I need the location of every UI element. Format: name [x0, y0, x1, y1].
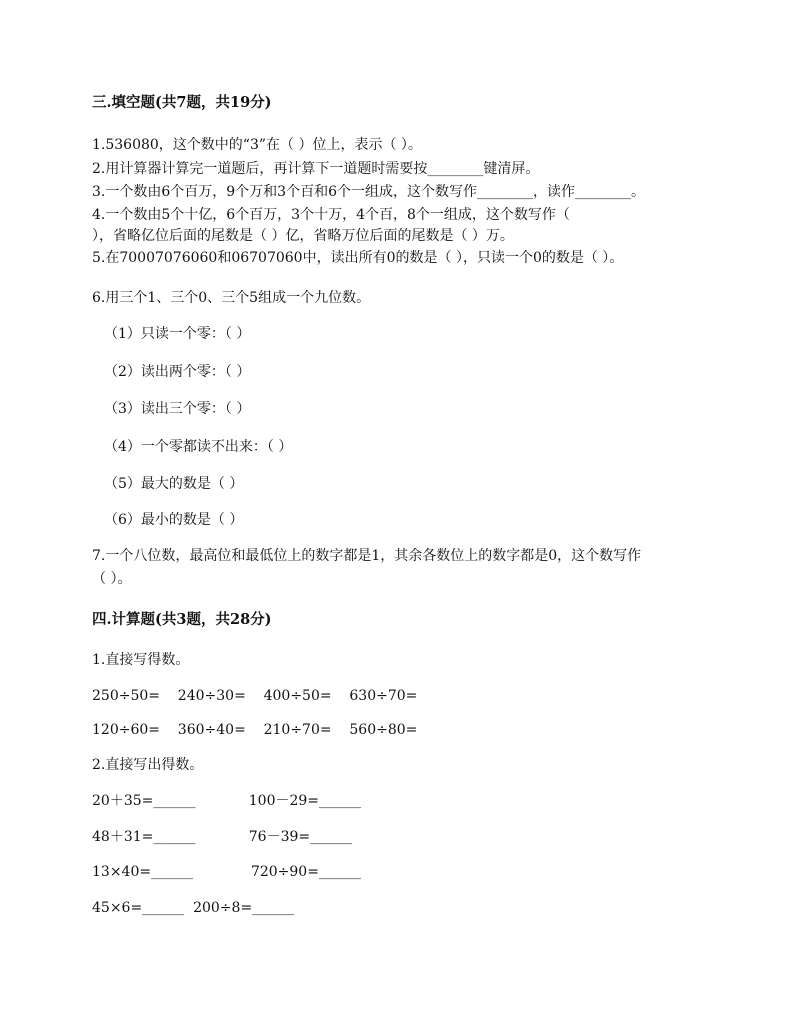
question-3-7-line-1: 7.一个八位数，最高位和最低位上的数字都是1，其余各数位上的数字都是0，这个数写作: [92, 548, 642, 564]
question-3-4-line-1: 4.一个数由5个十亿，6个百万，3个十万，4个百，8个一组成，这个数写作（: [92, 207, 570, 223]
question-4-1-row-2: 120÷60= 360÷40= 210÷70= 560÷80=: [92, 722, 418, 738]
question-3-6-part-2: （2）读出两个零：（ ）: [104, 364, 251, 380]
question-3-6: 6.用三个1、三个0、三个5组成一个九位数。: [92, 290, 371, 306]
section-4-heading: 四.计算题(共3题，共28分): [92, 611, 272, 628]
question-3-6-part-3: （3）读出三个零：（ ）: [104, 401, 251, 417]
question-3-6-part-6: （6）最小的数是（ ）: [104, 512, 244, 528]
question-3-7-line-2: （ ）。: [92, 571, 132, 587]
section-3-heading: 三.填空题(共7题，共19分): [92, 94, 272, 111]
question-3-5: 5.在70007076060和06707060中，读出所有0的数是（ ），只读一个0的数是（ ）。: [92, 250, 624, 266]
question-3-6-part-5: （5）最大的数是（ ）: [104, 476, 244, 492]
question-3-2: 2.用计算器计算完一道题后，再计算下一道题时需要按________键清屏。: [92, 161, 540, 177]
question-4-2-row-4: 45×6=______ 200÷8=______: [92, 900, 295, 916]
question-3-3: 3.一个数由6个百万，9个万和3个百和6个一组成，这个数写作________，读作________。: [92, 184, 645, 200]
question-4-2-row-2: 48＋31=______ 76－39=______: [92, 829, 353, 845]
question-4-1: 1.直接写得数。: [92, 652, 190, 668]
question-3-6-part-1: （1）只读一个零：（ ）: [104, 326, 251, 342]
question-3-1: 1.536080，这个数中的“3”在（ ）位上，表示（ ）。: [92, 137, 422, 153]
question-4-1-row-1: 250÷50= 240÷30= 400÷50= 630÷70=: [92, 688, 418, 704]
question-4-2-row-1: 20＋35=______ 100－29=______: [92, 793, 362, 809]
question-4-2: 2.直接写出得数。: [92, 757, 204, 773]
question-4-2-row-3: 13×40=______ 720÷90=______: [92, 864, 361, 880]
question-3-4-line-2: ），省略亿位后面的尾数是（ ）亿，省略万位后面的尾数是（ ）万。: [92, 228, 514, 244]
question-3-6-part-4: （4）一个零都读不出来：（ ）: [104, 439, 293, 455]
